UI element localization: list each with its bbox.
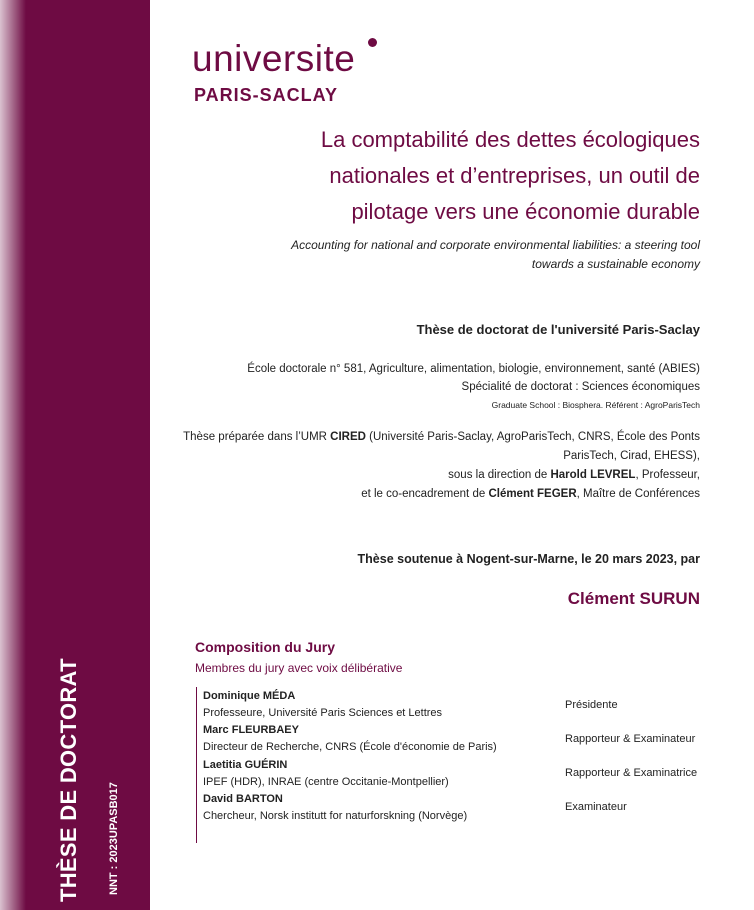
- prepared-text: (Université Paris-Saclay, AgroParisTech, CNRS, École des Ponts: [365, 431, 700, 443]
- jury-role: Rapporteur & Examinatrice: [565, 767, 698, 779]
- jury-member-name: David BARTON: [203, 793, 283, 805]
- cosupervisor-name: Clément FEGER: [488, 488, 577, 500]
- jury-member-affiliation: IPEF (HDR), INRAE (centre Occitanie-Montpellier): [203, 776, 449, 788]
- jury-role: Rapporteur & Examinateur: [565, 733, 696, 745]
- jury-member: [203, 791, 467, 825]
- nnt-number: NNT : 2023UPASB017: [108, 782, 120, 895]
- title-english: [230, 236, 700, 274]
- doctoral-school-info: [180, 360, 700, 414]
- jury-member: [203, 757, 449, 791]
- thesis-vertical-title: THÈSE DE DOCTORAT: [56, 658, 81, 902]
- prepared-text: sous la direction de: [448, 469, 551, 481]
- jury-member-name: Dominique MÉDA: [203, 690, 296, 702]
- thesis-type: Thèse de doctorat de l'université Paris-Saclay: [416, 322, 700, 337]
- title-french-line: pilotage vers une économie durable: [351, 199, 700, 224]
- jury-member-affiliation: Directeur de Recherche, CNRS (École d'économie de Paris): [203, 741, 497, 753]
- jury-member-name: Marc FLEURBAEY: [203, 724, 299, 736]
- author-name: Clément SURUN: [567, 589, 700, 608]
- logo-wordmark: universite: [192, 38, 356, 79]
- title-english-line: towards a sustainable economy: [531, 257, 700, 271]
- prepared-line-1: [180, 428, 700, 447]
- prepared-line-4: [180, 485, 700, 504]
- title-english-line: Accounting for national and corporate environmental liabilities: a steering tool: [291, 238, 700, 252]
- jury-member: [203, 688, 442, 722]
- supervisor-name: Harold LEVREL: [550, 469, 636, 481]
- defense-info: Thèse soutenue à Nogent-sur-Marne, le 20 mars 2023, par: [357, 552, 700, 566]
- jury-role: Examinateur: [565, 801, 627, 813]
- jury-member-affiliation: Professeure, Université Paris Sciences et Lettres: [203, 707, 443, 719]
- jury-divider: [196, 687, 197, 843]
- jury-subtitle: Membres du jury avec voix délibérative: [195, 661, 403, 675]
- title-french-line: La comptabilité des dettes écologiques: [320, 127, 700, 152]
- prepared-text: et le co-encadrement de: [361, 488, 489, 500]
- jury-member-name: Laetitia GUÉRIN: [203, 759, 288, 771]
- logo-subtitle: PARIS-SACLAY: [194, 85, 339, 105]
- sidebar-gradient: [0, 0, 26, 910]
- prepared-info: [180, 428, 700, 504]
- title-french-line: nationales et d’entreprises, un outil de: [329, 163, 700, 188]
- prepared-line-2: ParisTech, Cirad, EHESS),: [563, 450, 700, 462]
- prepared-line-3: [180, 466, 700, 485]
- prepared-text: Thèse préparée dans l’UMR: [183, 431, 331, 443]
- university-logo: [192, 34, 382, 106]
- prepared-text: , Professeur,: [635, 469, 700, 481]
- graduate-school: Graduate School : Biosphera. Référent : AgroParisTech: [491, 400, 700, 410]
- title-french: [240, 122, 700, 230]
- specialty: Spécialité de doctorat : Sciences économiques: [461, 381, 700, 393]
- jury-member: [203, 722, 497, 756]
- doctoral-school: École doctorale n° 581, Agriculture, alimentation, biologie, environnement, santé (ABIES): [247, 363, 700, 375]
- jury-role: Présidente: [565, 699, 618, 711]
- lab-name: CIRED: [330, 431, 366, 443]
- prepared-text: , Maître de Conférences: [576, 488, 700, 500]
- jury-member-affiliation: Chercheur, Norsk institutt for naturforskning (Norvège): [203, 810, 468, 822]
- logo-dot-icon: [368, 38, 377, 47]
- jury-title: Composition du Jury: [195, 639, 335, 655]
